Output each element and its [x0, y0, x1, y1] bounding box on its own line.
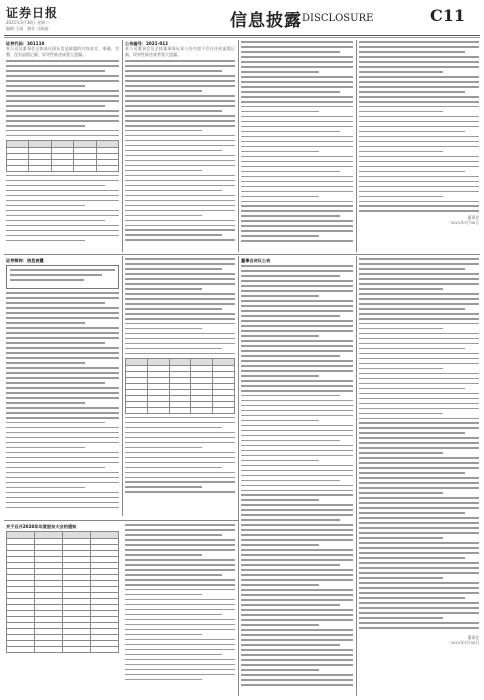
header-box: [6, 265, 119, 289]
page-number: C11: [430, 6, 465, 25]
data-table: [125, 358, 235, 414]
block-title: 证券代码：301110: [6, 41, 45, 46]
signature: 董事会: [467, 215, 479, 221]
body-text: [125, 524, 235, 680]
announcement-block-9: [6, 524, 119, 696]
masthead-meta-line2: 编辑 王丽 制作 马晓丽: [6, 26, 49, 31]
column-divider: [238, 256, 239, 696]
body-text: [125, 417, 235, 493]
section-title-english: DISCLOSURE: [302, 13, 374, 24]
body-text: [6, 60, 119, 136]
body-text: [359, 41, 479, 212]
announcement-block-5: [6, 258, 119, 516]
block-intro: 本公司及董事会全体成员保证信息披露的内容真实、准确、完整，没有虚假记载、误导性陈述或重大遗漏。: [6, 46, 119, 57]
block-title: 公告编号：2021-012: [125, 41, 169, 46]
announcement-block-3: [241, 41, 353, 251]
signature-date: 2021年3月30日: [450, 639, 479, 645]
masthead-meta-line1: 2021年3月30日 星期二: [6, 20, 50, 25]
column-divider: [122, 256, 123, 516]
data-table: [6, 140, 119, 172]
data-table: [6, 531, 119, 653]
body-text: [6, 175, 119, 241]
body-text: [125, 60, 235, 241]
announcement-block-2: [125, 41, 235, 251]
block-title: 关于召开2020年年度股东大会的通知: [6, 524, 77, 529]
block-title: 董事会决议公告: [241, 258, 271, 263]
announcement-block-10: [125, 524, 235, 696]
newspaper-logo: 证券日报: [6, 6, 59, 20]
section-divider: [4, 254, 480, 255]
block-intro: 本公司董事会及全体董事保证本公告内容不存在任何虚假记载、误导性陈述或者重大遗漏。: [125, 46, 235, 57]
column-divider: [238, 40, 239, 252]
section-title: 信息披露: [230, 11, 302, 31]
column-divider: [356, 40, 357, 252]
section-divider: [4, 520, 238, 521]
signature-date: 2021年3月30日: [450, 220, 479, 226]
block-title: 证券简称：信息披露: [6, 258, 44, 263]
announcement-block-7: [241, 258, 353, 696]
announcement-block-1: [6, 41, 119, 251]
announcement-block-6: [125, 258, 235, 516]
column-divider: [122, 40, 123, 252]
announcement-block-8: [359, 258, 479, 696]
masthead-rule: [4, 35, 480, 36]
body-text: [359, 258, 479, 629]
body-text: [241, 41, 353, 242]
column-divider: [356, 256, 357, 696]
masthead-rule-thin: [4, 37, 480, 38]
signature: 董事会: [467, 634, 479, 640]
body-text: [125, 258, 235, 354]
announcement-block-4: [359, 41, 479, 251]
body-text: [6, 292, 119, 508]
body-text: [241, 265, 353, 685]
